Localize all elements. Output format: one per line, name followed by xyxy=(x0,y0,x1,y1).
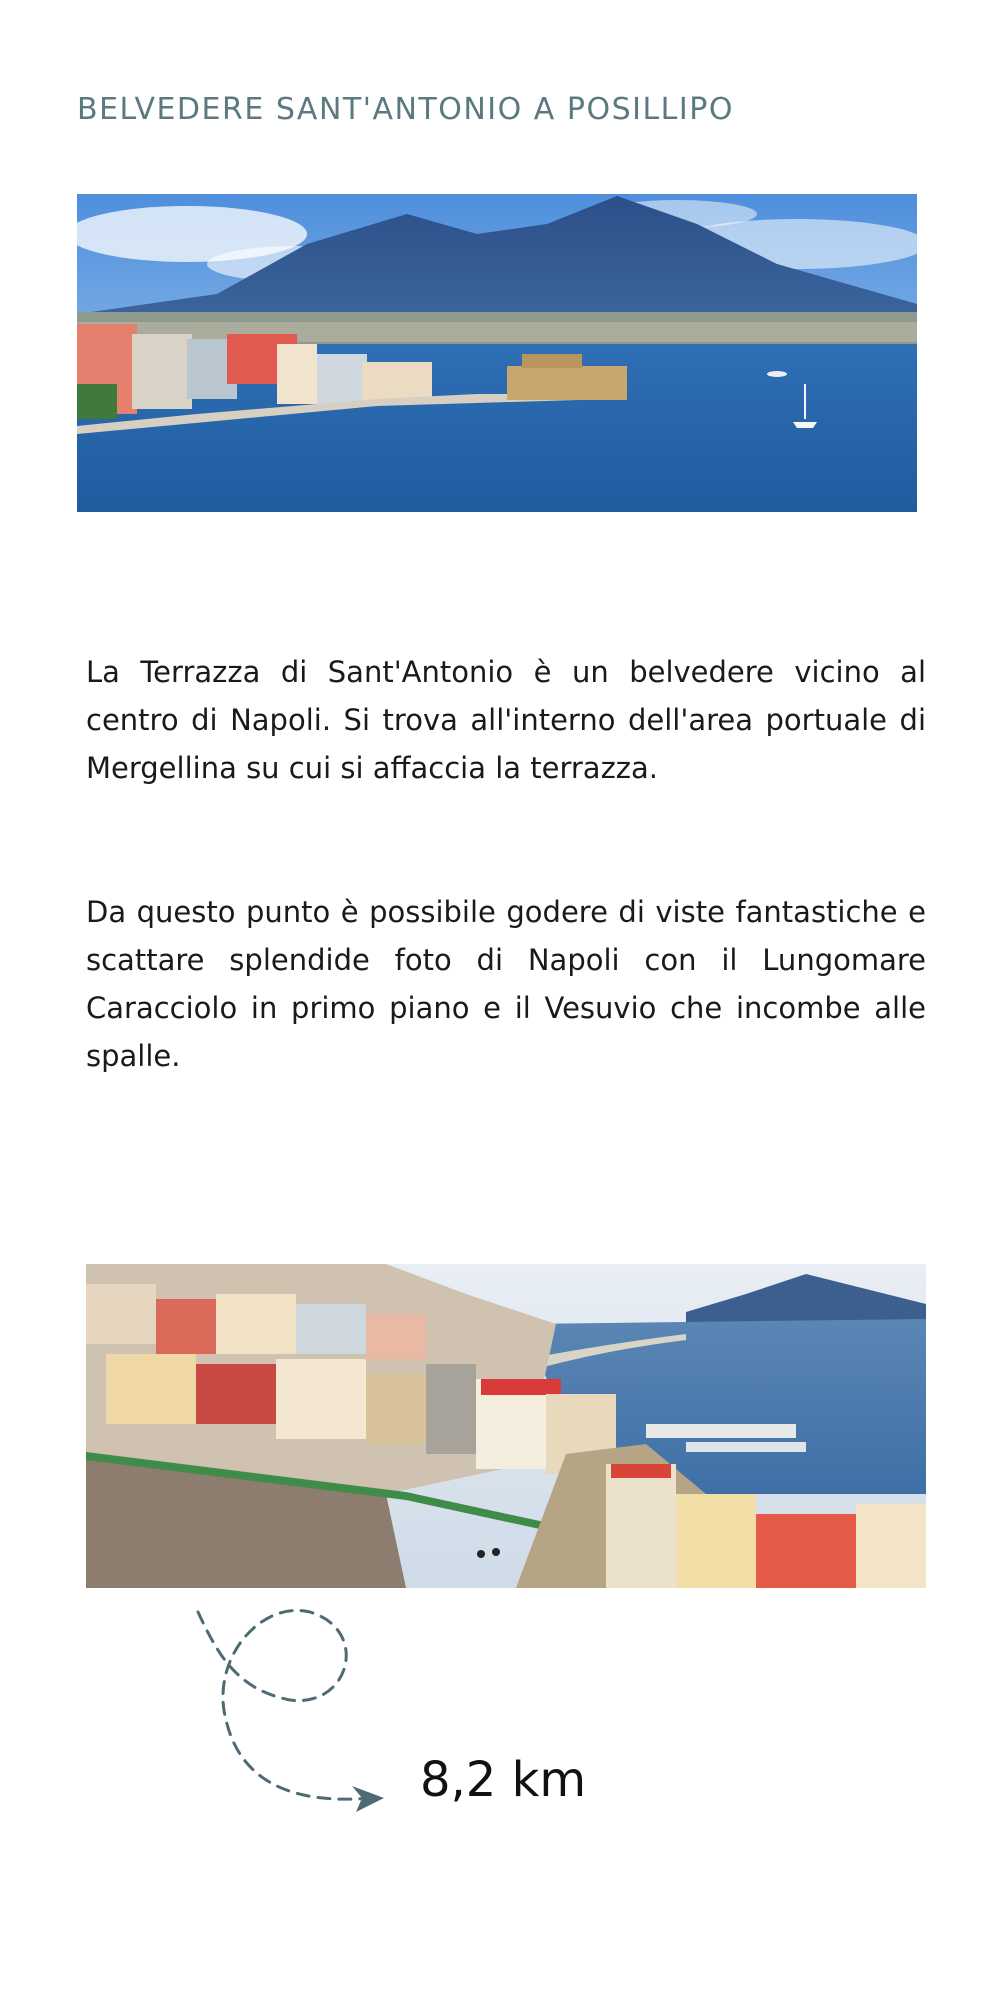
intro-paragraph: La Terrazza di Sant'Antonio è un belvedere vicino al centro di Napoli. Si trova all'interno dell'area portuale di Mergellina su cui si affaccia la terrazza. xyxy=(86,655,926,785)
distance-label: 8,2 km xyxy=(420,1752,587,1808)
vesuvius-bay-photo xyxy=(77,194,917,512)
mergellina-panorama-photo xyxy=(86,1264,926,1588)
page-title: BELVEDERE SANT'ANTONIO A POSILLIPO xyxy=(77,92,734,127)
view-paragraph: Da questo punto è possibile godere di viste fantastiche e scattare splendide foto di Napoli con il Lungomare Caracciolo in primo piano e il Vesuvio che incombe alle spalle. xyxy=(86,895,926,1073)
dashed-route-arrow-icon xyxy=(180,1590,400,1820)
